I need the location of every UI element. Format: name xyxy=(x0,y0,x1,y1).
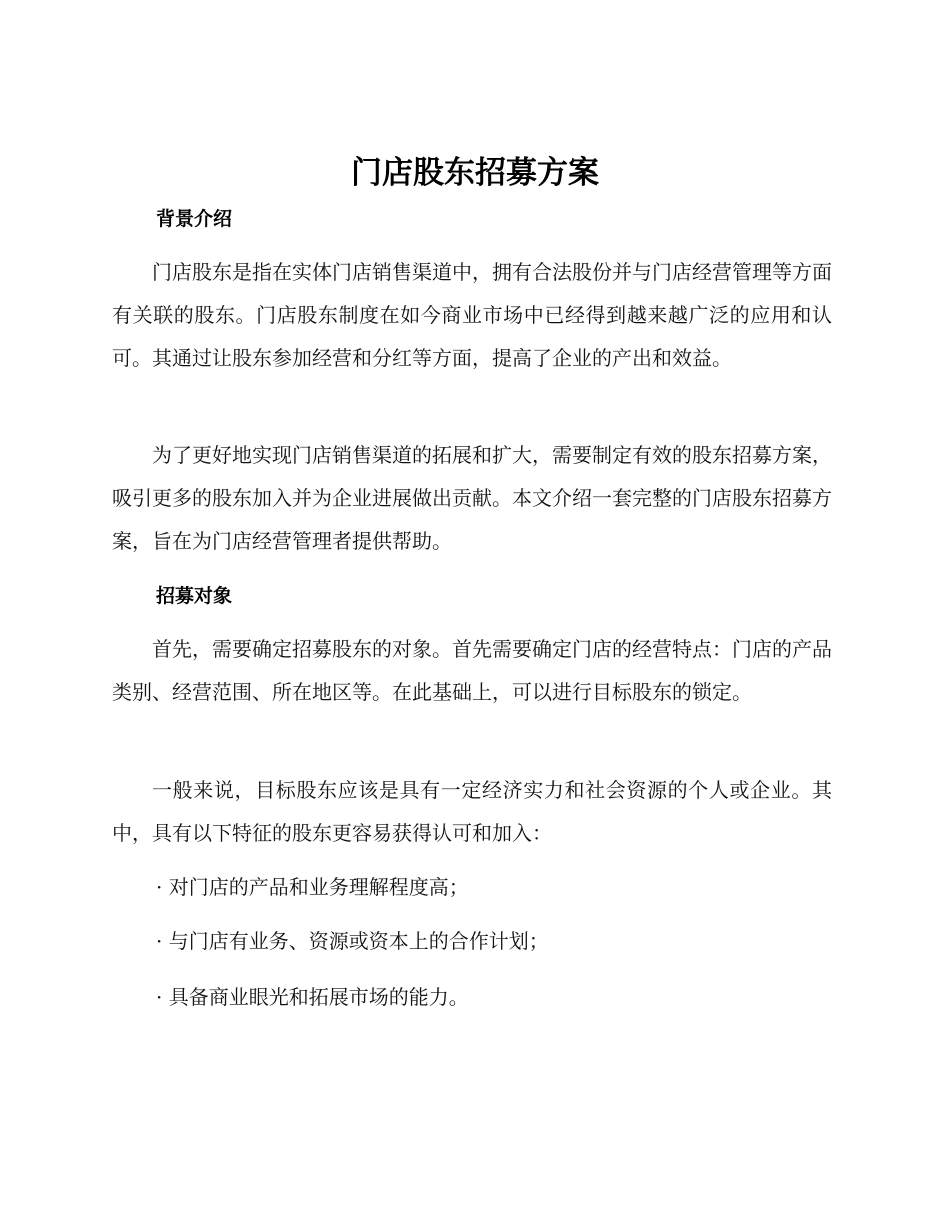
paragraph-recruit-target-2: 一般来说，目标股东应该是具有一定经济实力和社会资源的个人或企业。其中，具有以下特征的股东更容易获得认可和加入： xyxy=(112,778,832,845)
section-heading-recruit-target: 招募对象 xyxy=(156,585,233,607)
section-heading-background: 背景介绍 xyxy=(156,208,233,230)
paragraph-background-1: 门店股东是指在实体门店销售渠道中，拥有合法股份并与门店经营管理等方面有关联的股东。门店股东制度在如今商业市场中已经得到越来越广泛的应用和认可。其通过让股东参加经营和分红等方面，提高了企业的产出和效益。 xyxy=(112,260,832,370)
list-item: · 具备商业眼光和拓展市场的能力。 xyxy=(156,985,469,1009)
list-item: · 与门店有业务、资源或资本上的合作计划； xyxy=(156,929,549,953)
list-item: · 对门店的产品和业务理解程度高； xyxy=(156,875,469,899)
document-title: 门店股东招募方案 xyxy=(351,155,599,191)
paragraph-recruit-target-1: 首先，需要确定招募股东的对象。首先需要确定门店的经营特点：门店的产品类别、经营范围、所在地区等。在此基础上，可以进行目标股东的锁定。 xyxy=(112,637,832,704)
paragraph-background-2: 为了更好地实现门店销售渠道的拓展和扩大，需要制定有效的股东招募方案，吸引更多的股东加入并为企业进展做出贡献。本文介绍一套完整的门店股东招募方案，旨在为门店经营管理者提供帮助。 xyxy=(112,443,832,553)
